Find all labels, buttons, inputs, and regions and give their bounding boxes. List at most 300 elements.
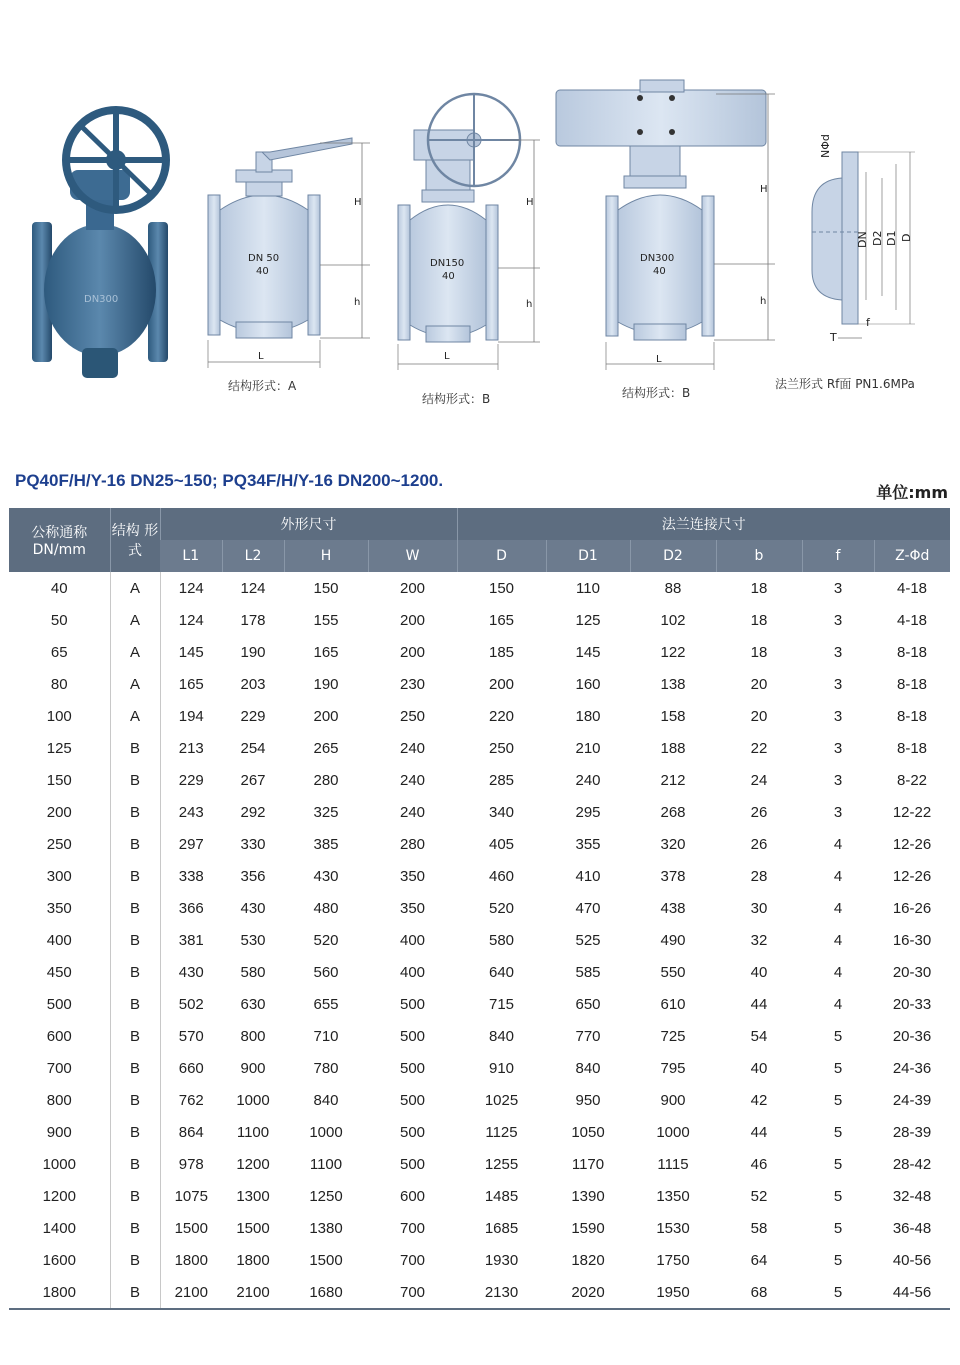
table-cell: A [110, 700, 160, 732]
table-cell: 203 [240, 675, 266, 693]
table-cell: 1950 [630, 1276, 716, 1309]
table-cell: B [110, 732, 160, 764]
table-cell: B [110, 1180, 160, 1212]
table-row [9, 668, 950, 700]
table-cell: 20-30 [892, 963, 932, 981]
table-row [9, 1276, 950, 1309]
table-cell: B [110, 988, 160, 1020]
table-cell: 160 [575, 675, 601, 693]
table-cell: 1500 [309, 1251, 343, 1269]
table-cell: 864 [178, 1123, 204, 1141]
table-cell: 1200 [236, 1155, 270, 1173]
table-cell: 32 [750, 931, 768, 949]
header-col: f [802, 540, 874, 572]
table-cell: 44 [750, 995, 768, 1013]
table-cell: 800 [9, 1084, 110, 1116]
table-cell: 300 [9, 860, 110, 892]
table-cell: 1200 [9, 1180, 110, 1212]
table-cell: 65 [9, 636, 110, 668]
table-row [9, 1212, 950, 1244]
fig-a-dim-H: H [354, 197, 362, 208]
figure-type-a [208, 138, 370, 368]
table-cell: 1750 [656, 1251, 690, 1269]
table-row [9, 860, 950, 892]
header-col: L2 [222, 540, 284, 572]
table-cell: 900 [240, 1059, 266, 1077]
fig-a-pressure-label: 40 [256, 266, 269, 277]
fig-b2-dim-L: L [656, 354, 662, 365]
table-cell: 64 [750, 1251, 768, 1269]
table-cell: 20 [750, 675, 768, 693]
table-cell: 40-56 [892, 1251, 932, 1269]
fig-a-dim-L: L [258, 351, 264, 362]
svg-text:DN300: DN300 [84, 294, 119, 305]
table-cell: 3 [833, 739, 843, 757]
table-cell: 213 [178, 739, 204, 757]
table-cell: 40 [750, 963, 768, 981]
table-cell: 155 [313, 611, 339, 629]
table-cell: 610 [660, 995, 686, 1013]
table-cell: B [110, 764, 160, 796]
table-cell: 165 [488, 611, 515, 629]
table-cell: 378 [660, 867, 686, 885]
table-cell: 4 [833, 931, 843, 949]
table-cell: 46 [750, 1155, 768, 1173]
table-cell: 4 [833, 963, 843, 981]
table-cell: 5 [802, 1276, 874, 1309]
table-cell: 200 [313, 707, 339, 725]
table-cell: 295 [575, 803, 601, 821]
table-cell: 950 [575, 1091, 601, 1109]
table-cell: 58 [750, 1219, 768, 1237]
table-cell: 355 [575, 835, 601, 853]
table-cell: 52 [750, 1187, 768, 1205]
table-cell: 700 [9, 1052, 110, 1084]
table-cell: B [110, 1116, 160, 1148]
flange-label-d1: D1 [885, 230, 898, 246]
table-cell: 138 [660, 675, 686, 693]
table-cell: 180 [575, 707, 601, 725]
table-cell: 8-18 [897, 643, 928, 661]
table-cell: 400 [9, 924, 110, 956]
table-cell: 178 [240, 611, 266, 629]
table-cell: 20-33 [892, 995, 932, 1013]
table-cell: 795 [660, 1059, 686, 1077]
table-cell: 530 [240, 931, 266, 949]
table-cell: 2100 [160, 1276, 222, 1309]
table-cell: 1485 [484, 1187, 519, 1205]
table-cell: 840 [575, 1059, 601, 1077]
header-col: D1 [546, 540, 630, 572]
table-cell: 585 [575, 963, 601, 981]
table-row [9, 1116, 950, 1148]
table-cell: 265 [313, 739, 339, 757]
table-cell: 2020 [546, 1276, 630, 1309]
table-cell: 350 [399, 867, 426, 885]
table-cell: 4-18 [897, 579, 928, 597]
fig-a-caption: 结构形式：A [228, 379, 297, 393]
table-cell: 80 [9, 668, 110, 700]
table-cell: 5 [833, 1187, 843, 1205]
table-row [9, 604, 950, 636]
header-col: L1 [160, 540, 222, 572]
table-cell: 230 [399, 675, 426, 693]
table-cell: A [110, 668, 160, 700]
table-cell: 470 [575, 899, 601, 917]
table-cell: 430 [240, 899, 266, 917]
table-cell: 165 [313, 643, 339, 661]
table-cell: 900 [9, 1116, 110, 1148]
table-cell: B [110, 1212, 160, 1244]
table-cell: 42 [750, 1091, 768, 1109]
table-cell: 18 [750, 611, 768, 629]
table-cell: B [110, 1020, 160, 1052]
table-cell: 20 [750, 707, 768, 725]
table-cell: 400 [399, 963, 426, 981]
header-col: H [284, 540, 368, 572]
table-cell: 450 [9, 956, 110, 988]
table-cell: 1380 [309, 1219, 343, 1237]
header-flange-dims: 法兰连接尺寸 [457, 508, 950, 540]
table-cell: 1800 [9, 1276, 110, 1309]
table-row [9, 892, 950, 924]
table-cell: 840 [488, 1027, 515, 1045]
table-cell: 150 [313, 579, 339, 597]
table-cell: 150 [488, 579, 515, 597]
unit-label: 单位:mm [876, 483, 948, 502]
flange-label-d: D [900, 233, 913, 242]
table-cell: 1400 [9, 1212, 110, 1244]
table-cell: 188 [660, 739, 686, 757]
table-cell: 410 [575, 867, 601, 885]
table-cell: 400 [399, 931, 426, 949]
table-cell: 8-18 [897, 739, 928, 757]
table-cell: 145 [178, 643, 204, 661]
flange-label-f: f [866, 316, 870, 329]
table-cell: 580 [488, 931, 515, 949]
table-row [9, 700, 950, 732]
table-cell: 3 [833, 803, 843, 821]
table-row [9, 636, 950, 668]
table-cell: B [110, 796, 160, 828]
table-cell: 200 [9, 796, 110, 828]
table-cell: 165 [178, 675, 204, 693]
table-cell: 240 [399, 803, 426, 821]
series-title: PQ40F/H/Y-16 DN25~150; PQ34F/H/Y-16 DN200~1200. [15, 471, 444, 490]
table-cell: 229 [178, 771, 204, 789]
table-cell: 40 [750, 1059, 768, 1077]
table-cell: 212 [660, 771, 686, 789]
table-cell: 630 [240, 995, 266, 1013]
table-cell: 1820 [571, 1251, 605, 1269]
table-cell: B [110, 1148, 160, 1180]
table-cell: 190 [313, 675, 339, 693]
table-cell: B [110, 892, 160, 924]
table-cell: 430 [313, 867, 339, 885]
table-cell: 1000 [236, 1091, 270, 1109]
table-cell: 5 [833, 1155, 843, 1173]
table-cell: 268 [660, 803, 686, 821]
table-cell: 330 [240, 835, 266, 853]
table-cell: 1000 [9, 1148, 110, 1180]
table-cell: 200 [488, 675, 515, 693]
table-cell: 340 [488, 803, 515, 821]
table-cell: 1500 [174, 1219, 208, 1237]
table-cell: 102 [660, 611, 686, 629]
table-cell: 3 [833, 611, 843, 629]
table-cell: 1930 [484, 1251, 519, 1269]
table-cell: 650 [575, 995, 601, 1013]
table-cell: 285 [488, 771, 515, 789]
table-cell: 240 [575, 771, 601, 789]
table-cell: 5 [833, 1027, 843, 1045]
table-cell: B [110, 1052, 160, 1084]
table-cell: 800 [240, 1027, 266, 1045]
valve-photo-illustration [32, 110, 168, 378]
table-cell: 124 [178, 611, 204, 629]
table-cell: 68 [716, 1276, 802, 1309]
table-cell: 5 [833, 1251, 843, 1269]
table-cell: 325 [313, 803, 339, 821]
table-cell: 44 [750, 1123, 768, 1141]
table-cell: 350 [9, 892, 110, 924]
table-cell: 320 [660, 835, 686, 853]
table-cell: 356 [240, 867, 266, 885]
table-cell: 185 [488, 643, 515, 661]
table-cell: 502 [178, 995, 204, 1013]
table-cell: 40 [9, 572, 110, 604]
table-cell: 3 [833, 643, 843, 661]
table-cell: 4-18 [897, 611, 928, 629]
table-cell: 125 [9, 732, 110, 764]
table-cell: 490 [660, 931, 686, 949]
table-row [9, 956, 950, 988]
table-row [9, 1020, 950, 1052]
table-cell: 580 [240, 963, 266, 981]
table-cell: 297 [178, 835, 204, 853]
table-cell: 18 [750, 579, 768, 597]
table-cell: 660 [178, 1059, 204, 1077]
table-cell: 500 [9, 988, 110, 1020]
flange-label-dn: DN [856, 231, 869, 248]
table-cell: 978 [178, 1155, 204, 1173]
table-cell: 430 [178, 963, 204, 981]
header-col: D [457, 540, 546, 572]
table-cell: 725 [660, 1027, 686, 1045]
table-cell: 110 [576, 579, 600, 597]
table-cell: 1100 [236, 1123, 270, 1141]
figure-strip [0, 0, 960, 430]
table-cell: 8-18 [897, 707, 928, 725]
table-cell: 600 [9, 1020, 110, 1052]
table-cell: 1590 [571, 1219, 605, 1237]
table-body [9, 572, 950, 1309]
header-type: 结构 形式 [110, 508, 160, 572]
table-cell: A [110, 604, 160, 636]
table-cell: 500 [399, 1155, 426, 1173]
table-cell: 1250 [309, 1187, 343, 1205]
table-cell: 2130 [457, 1276, 546, 1309]
table-cell: 520 [313, 931, 339, 949]
table-cell: 2100 [222, 1276, 284, 1309]
table-cell: 366 [178, 899, 204, 917]
table-cell: B [110, 1276, 160, 1309]
table-cell: 210 [575, 739, 601, 757]
table-cell: 280 [313, 771, 339, 789]
table-cell: 500 [399, 1123, 426, 1141]
header-dn: 公称通称 DN/mm [9, 508, 110, 572]
table-cell: 8-22 [897, 771, 928, 789]
table-cell: 28-39 [892, 1123, 932, 1141]
table-cell: 655 [313, 995, 339, 1013]
fig-b1-dn-label: DN150 [430, 258, 465, 269]
table-cell: 910 [488, 1059, 515, 1077]
table-cell: 500 [399, 1027, 426, 1045]
fig-a-dn-label: DN 50 [248, 253, 280, 264]
table-cell: 710 [313, 1027, 339, 1045]
header-col: W [368, 540, 457, 572]
table-cell: 5 [833, 1091, 843, 1109]
header-col: D2 [630, 540, 716, 572]
table-cell: 16-30 [892, 931, 932, 949]
fig-b1-pressure-label: 40 [442, 271, 455, 282]
table-cell: B [110, 1084, 160, 1116]
table-row [9, 572, 950, 604]
table-cell: 1170 [571, 1155, 605, 1173]
table-cell: 5 [833, 1123, 843, 1141]
table-cell: 3 [833, 707, 843, 725]
table-cell: 292 [240, 803, 266, 821]
table-cell: 460 [488, 867, 515, 885]
table-cell: 1255 [484, 1155, 519, 1173]
table-cell: 22 [750, 739, 768, 757]
table-cell: 700 [368, 1276, 457, 1309]
table-cell: 780 [313, 1059, 339, 1077]
table-cell: 570 [178, 1027, 204, 1045]
flange-label-nphid: NΦd [819, 134, 832, 158]
table-cell: 100 [9, 700, 110, 732]
flange-caption: 法兰形式 Rf面 PN1.6MPa [775, 377, 915, 391]
table-cell: 12-26 [892, 835, 932, 853]
table-cell: 3 [833, 579, 843, 597]
table-cell: 438 [660, 899, 686, 917]
table-cell: 158 [660, 707, 686, 725]
table-cell: 1000 [309, 1123, 343, 1141]
table-cell: 480 [313, 899, 339, 917]
table-row [9, 764, 950, 796]
table-cell: 4 [833, 995, 843, 1013]
table-cell: 20-36 [892, 1027, 932, 1045]
table-cell: 12-22 [892, 803, 932, 821]
table-cell: 220 [488, 707, 515, 725]
table-cell: B [110, 956, 160, 988]
table-cell: A [110, 636, 160, 668]
table-cell: 1800 [174, 1251, 208, 1269]
table-cell: 350 [399, 899, 426, 917]
table-cell: 715 [488, 995, 515, 1013]
table-cell: 24 [750, 771, 768, 789]
table-cell: 28 [750, 867, 768, 885]
table-cell: 16-26 [892, 899, 932, 917]
table-cell: 550 [660, 963, 686, 981]
table-row [9, 732, 950, 764]
table-cell: 3 [833, 771, 843, 789]
table-cell: 1500 [236, 1219, 270, 1237]
table-cell: 762 [178, 1091, 204, 1109]
table-cell: 30 [750, 899, 768, 917]
table-cell: 240 [399, 739, 426, 757]
table-cell: 1115 [657, 1155, 689, 1173]
table-cell: 4 [833, 899, 843, 917]
table-cell: 1680 [284, 1276, 368, 1309]
table-cell: 254 [240, 739, 266, 757]
table-cell: 700 [399, 1219, 426, 1237]
table-cell: 150 [9, 764, 110, 796]
table-cell: 229 [240, 707, 266, 725]
table-cell: A [110, 572, 160, 604]
table-cell: 1100 [309, 1155, 343, 1173]
table-cell: 125 [575, 611, 601, 629]
table-cell: 381 [178, 931, 204, 949]
table-cell: 700 [399, 1251, 426, 1269]
table-cell: 5 [833, 1219, 843, 1237]
table-cell: B [110, 860, 160, 892]
table-cell: 600 [399, 1187, 426, 1205]
table-cell: 240 [399, 771, 426, 789]
table-cell: 243 [178, 803, 204, 821]
table-cell: 1025 [484, 1091, 519, 1109]
table-cell: 18 [750, 643, 768, 661]
header-col: Z-Φd [874, 540, 950, 572]
table-cell: 500 [399, 1091, 426, 1109]
table-cell: 1300 [236, 1187, 270, 1205]
table-cell: 385 [313, 835, 339, 853]
table-cell: 1050 [571, 1123, 605, 1141]
table-cell: 200 [399, 611, 426, 629]
table-row [9, 924, 950, 956]
table-cell: 44-56 [874, 1276, 950, 1309]
table-cell: 124 [178, 579, 204, 597]
table-cell: 520 [488, 899, 515, 917]
table-row [9, 1180, 950, 1212]
table-cell: 124 [240, 579, 266, 597]
table-cell: 1125 [485, 1123, 518, 1141]
table-cell: 24-39 [892, 1091, 932, 1109]
table-cell: 194 [178, 707, 204, 725]
table-cell: 250 [9, 828, 110, 860]
table-cell: 1530 [656, 1219, 690, 1237]
table-cell: 770 [575, 1027, 601, 1045]
table-cell: 24-36 [892, 1059, 932, 1077]
table-cell: 32-48 [892, 1187, 932, 1205]
table-cell: 900 [660, 1091, 686, 1109]
table-cell: 88 [664, 579, 682, 597]
table-cell: 525 [575, 931, 601, 949]
header-outer-dims: 外形尺寸 [160, 508, 457, 540]
table-cell: 122 [660, 643, 686, 661]
fig-b1-dim-h: h [526, 299, 533, 310]
table-cell: 50 [9, 604, 110, 636]
table-cell: 405 [488, 835, 515, 853]
dimension-table [9, 508, 950, 1310]
table-cell: 26 [750, 835, 768, 853]
valve-drawings [0, 0, 960, 430]
table-row [9, 1244, 950, 1276]
table-cell: 26 [750, 803, 768, 821]
fig-b2-dim-H: H [760, 184, 768, 195]
flange-label-t: T [830, 331, 837, 344]
table-cell: 200 [399, 579, 426, 597]
